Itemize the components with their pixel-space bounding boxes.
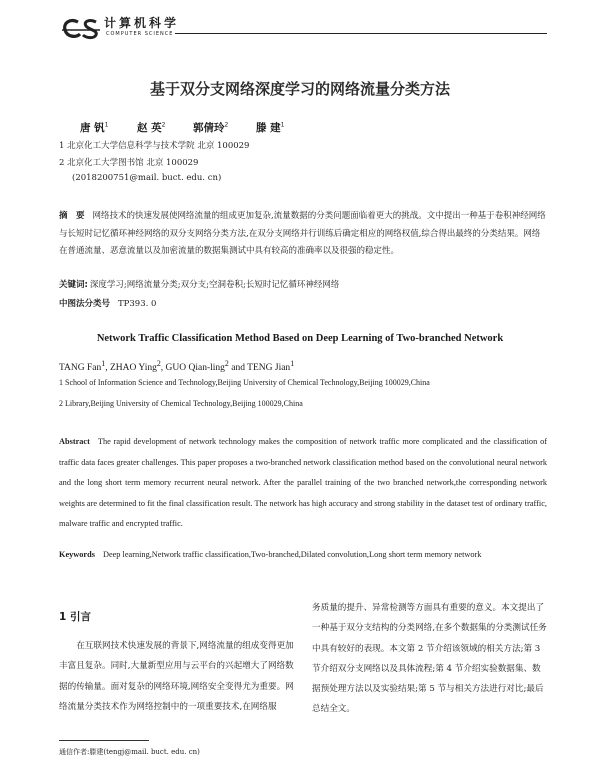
abstract-en <box>59 432 547 535</box>
affiliation-en: 2 Library,Beijing University of Chemical Technology,Beijing 100029,China <box>59 399 303 408</box>
paper-title-cn: 基于双分支网络深度学习的网络流量分类方法 <box>149 80 450 98</box>
author-en: TANG Fan <box>59 363 102 374</box>
footnote-rule <box>59 740 149 741</box>
affiliation-cn: 2 北京化工大学图书馆 北京 100029 <box>59 158 199 168</box>
section-heading: 1 引言 <box>59 611 91 623</box>
keywords-en-text: Deep learning,Network traffic classification,Two-branched,Dilated convolution,Long short term memory network <box>102 550 482 559</box>
author-en: ZHAO Ying <box>109 363 157 374</box>
abstract-cn-label: 摘 要 <box>59 211 85 221</box>
keywords-en <box>59 545 547 566</box>
keywords-cn <box>59 278 339 290</box>
author-en: TENG Jian <box>247 363 291 374</box>
keywords-cn-label: 关键词: <box>59 280 88 290</box>
affiliation-en: 1 School of Information Science and Technology,Beijing University of Chemical Technology,Beijing 100029,China <box>59 378 430 387</box>
abstract-en-label: Abstract <box>59 437 90 446</box>
journal-logo-icon <box>62 17 100 41</box>
abstract-cn-text: 网络技术的快速发展使网络流量的组成更加复杂,流量数据的分类问题面临着更大的挑战。文中提出一种基于卷积神经网络与长短时记忆循环神经网络的双分支网络分类方法,在双分支网络并行训练后确定相应的网络权值,综合得出最终的分类结果。网络在普通流量、恶意流量以及加密流量的数据集测试中具有较高的准确率以及很强的稳定性。 <box>59 211 546 256</box>
author-cn: 郭倩玲$^2$ <box>193 121 229 134</box>
author-cn: 唐 钒$^1$ <box>80 121 109 134</box>
header-rule <box>175 33 547 34</box>
journal-subtitle: COMPUTER SCIENCE <box>106 31 174 37</box>
author-email: (2018200751@mail. buct. edu. cn) <box>72 173 222 183</box>
clc-value: TP393. 0 <box>118 299 157 309</box>
keywords-cn-text: 深度学习;网络流量分类;双分支;空洞卷积;长短时记忆循环神经网络 <box>89 280 340 290</box>
abstract-cn <box>59 208 547 261</box>
author-en: GUO Qian-ling <box>165 363 225 374</box>
keywords-en-label: Keywords <box>59 550 95 559</box>
paper-title-en: Network Traffic Classification Method Based on Deep Learning of Two-branched Network <box>96 333 504 344</box>
clc-label: 中图法分类号 <box>59 299 111 309</box>
body-paragraph-right: 务质量的提升、异常检测等方面具有重要的意义。本文提出了一种基于双分支结构的分类网络,在多个数据集的分类测试任务中具有较好的表现。本文第 2 节介绍该领域的相关方法;第 3 节介绍双分支网络以及具体流程;第 4 节介绍实验数据集、数据预处理方法以及实验结果;第 5 节与相关方法进行对比;最后总结全文。 <box>312 603 547 715</box>
affiliation-cn: 1 北京化工大学信息科学与技术学院 北京 100029 <box>59 141 250 151</box>
authors-en: TANG Fan$^1$, ZHAO Ying$^2$, GUO Qian-ling$^2$ and TENG Jian$^1$ <box>59 359 295 374</box>
author-cn: 滕 建$^1$ <box>256 121 285 134</box>
author-cn: 赵 英$^2$ <box>137 121 166 134</box>
footnote: 通信作者:滕建(tengj@mail. buct. edu. cn) <box>59 748 200 756</box>
journal-title: 计算机科学 <box>104 16 180 30</box>
clc-number <box>59 297 156 309</box>
body-paragraph-left: 在互联网技术快速发展的背景下,网络流量的组成变得更加丰富且复杂。同时,大量新型应用与云平台的兴起增大了网络数据的传输量。面对复杂的网络环境,网络安全变得尤为重要。网络流量分类技术作为网络控制中的一项重要技术,在网络服 <box>59 641 294 712</box>
abstract-en-text: The rapid development of network technology makes the composition of network traffic more complicated and the classification of traffic data faces greater challenges. This paper proposes a two-branched network classification method based on the convolutional neural network and the long short term memory recurrent neural network. After the parallel training of the two branched network,the corresponding network weights are determined to fit the final classification result. The network has high accuracy and strong stability in the dataset test of ordinary traffic, malware traffic and encrypted traffic. <box>59 437 547 528</box>
